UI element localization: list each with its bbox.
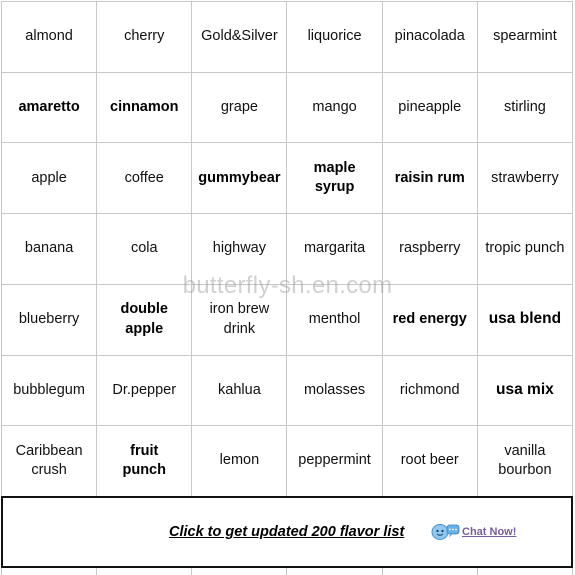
- flavor-cell: pinacolada: [383, 2, 478, 73]
- flavor-cell: cola: [97, 214, 192, 285]
- flavor-cell: iron brew drink: [192, 285, 287, 356]
- flavor-cell: gummybear: [192, 143, 287, 214]
- flavor-cell: usa mix: [478, 356, 573, 427]
- flavor-cell: almond: [2, 2, 97, 73]
- flavor-cell: kahlua: [192, 356, 287, 427]
- flavor-cell: Gold&Silver: [192, 2, 287, 73]
- flavor-cell: grape: [192, 73, 287, 144]
- flavor-cell: cinnamon: [97, 73, 192, 144]
- flavor-cell: stirling: [478, 73, 573, 144]
- flavor-cell: menthol: [287, 285, 382, 356]
- grid-continuation-cell: [383, 568, 478, 575]
- chat-bubble-icon: [430, 522, 460, 542]
- grid-continuation: [1, 568, 573, 575]
- flavor-cell: coffee: [97, 143, 192, 214]
- chat-now-label[interactable]: Chat Now!: [462, 526, 517, 538]
- flavor-cell: red energy: [383, 285, 478, 356]
- flavor-cell: pineapple: [383, 73, 478, 144]
- flavor-cell: bubblegum: [2, 356, 97, 427]
- flavor-cell: vanilla bourbon: [478, 426, 573, 497]
- flavor-cell: raisin rum: [383, 143, 478, 214]
- grid-continuation-cell: [97, 568, 192, 575]
- flavor-cell: margarita: [287, 214, 382, 285]
- footer-box: [1, 496, 573, 568]
- flavor-list-link[interactable]: Click to get updated 200 flavor list: [169, 524, 405, 540]
- flavor-cell: liquorice: [287, 2, 382, 73]
- flavor-cell: fruit punch: [97, 426, 192, 497]
- flavor-cell: highway: [192, 214, 287, 285]
- watermark: butterfly-sh.en.com: [182, 272, 393, 299]
- flavor-cell: blueberry: [2, 285, 97, 356]
- flavor-cell: amaretto: [2, 73, 97, 144]
- flavor-cell: usa blend: [478, 285, 573, 356]
- flavor-cell: banana: [2, 214, 97, 285]
- flavor-cell: tropic punch: [478, 214, 573, 285]
- flavor-cell: Dr.pepper: [97, 356, 192, 427]
- flavor-cell: molasses: [287, 356, 382, 427]
- flavor-cell: Caribbean crush: [2, 426, 97, 497]
- flavor-cell: apple: [2, 143, 97, 214]
- grid-continuation-cell: [287, 568, 382, 575]
- grid-continuation-cell: [2, 568, 97, 575]
- flavor-cell: double apple: [97, 285, 192, 356]
- grid-continuation-cell: [192, 568, 287, 575]
- flavor-cell: spearmint: [478, 2, 573, 73]
- flavor-cell: lemon: [192, 426, 287, 497]
- chat-now-button[interactable]: [430, 522, 516, 542]
- flavor-cell: richmond: [383, 356, 478, 427]
- flavor-cell: raspberry: [383, 214, 478, 285]
- flavor-cell: peppermint: [287, 426, 382, 497]
- flavor-cell: root beer: [383, 426, 478, 497]
- flavor-cell: maple syrup: [287, 143, 382, 214]
- flavor-cell: strawberry: [478, 143, 573, 214]
- flavor-cell: mango: [287, 73, 382, 144]
- flavor-cell: cherry: [97, 2, 192, 73]
- grid-continuation-cell: [478, 568, 573, 575]
- flavor-grid: [1, 1, 573, 497]
